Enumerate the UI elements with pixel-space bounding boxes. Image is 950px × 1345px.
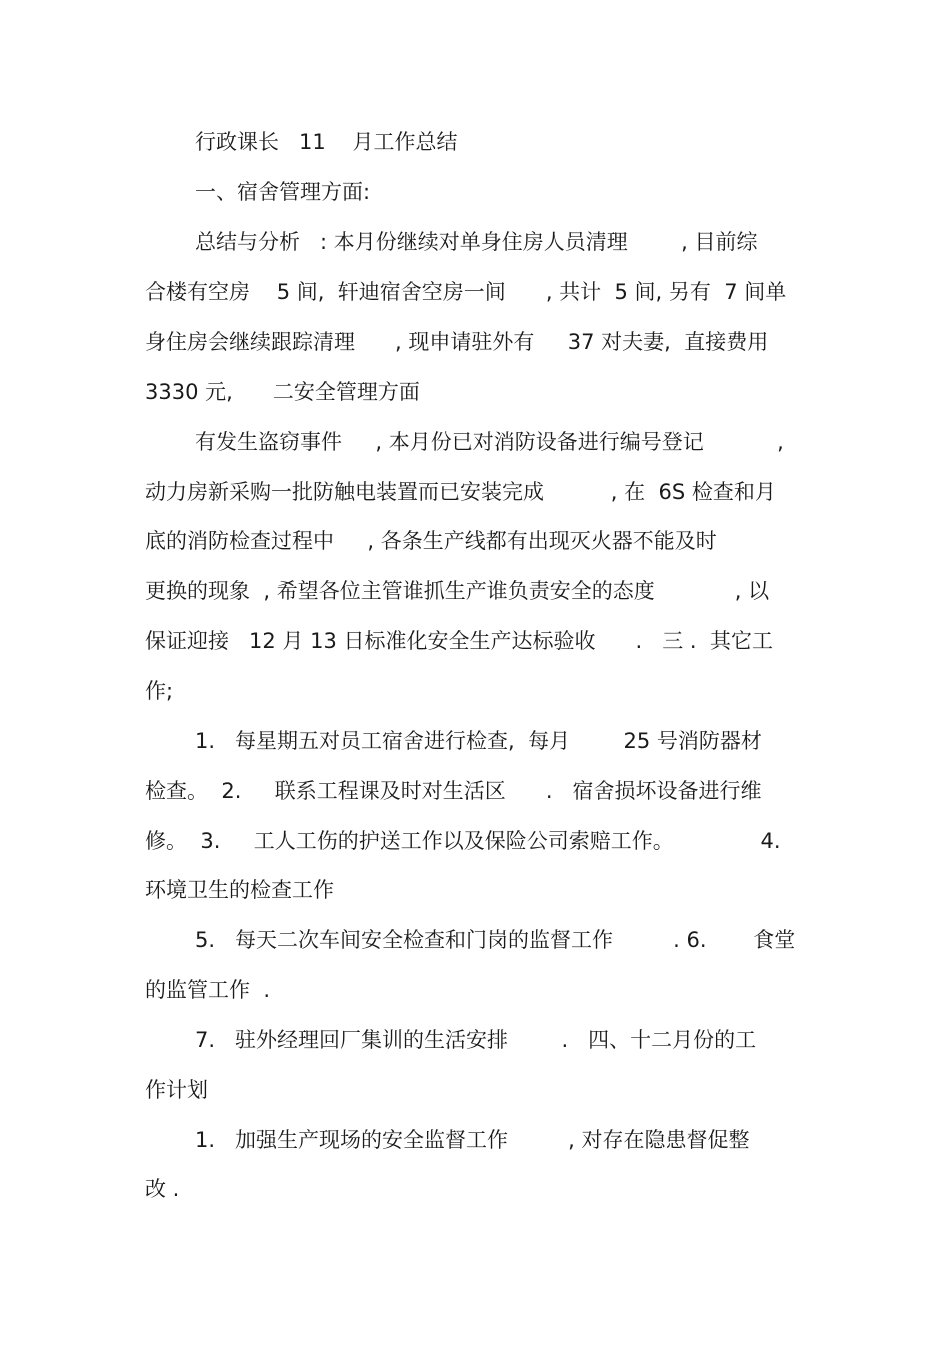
paragraph-line: 有发生盗窃事件 , 本月份已对消防设备进行编号登记 , <box>195 430 784 454</box>
list-line: 作计划 <box>145 1078 208 1102</box>
paragraph-line: 作; <box>145 679 174 703</box>
paragraph-line: 动力房新采购一批防触电装置而已安装完成 , 在 6S 检查和月 <box>145 480 776 504</box>
paragraph-line: 3330 元, 二安全管理方面 <box>145 380 420 404</box>
paragraph-line: 底的消防检查过程中 , 各条生产线都有出现灭火器不能及时 <box>145 529 717 553</box>
list-line: 的监管工作 . <box>145 978 271 1002</box>
list-line: 改 . <box>145 1177 180 1201</box>
paragraph-line: 身住房会继续跟踪清理 , 现申请驻外有 37 对夫妻, 直接费用 <box>145 330 769 354</box>
list-line: 1. 加强生产现场的安全监督工作 , 对存在隐患督促整 <box>195 1128 750 1152</box>
paragraph-line: 更换的现象 , 希望各位主管谁抓生产谁负责安全的态度 , 以 <box>145 579 770 603</box>
list-line: 修。 3. 工人工伤的护送工作以及保险公司索赔工作。 4. <box>145 829 781 853</box>
list-line: 7. 驻外经理回厂集训的生活安排 . 四、十二月份的工 <box>195 1028 757 1052</box>
list-line: 环境卫生的检查工作 <box>145 878 334 902</box>
doc-title: 行政课长 11 月工作总结 <box>195 130 458 154</box>
section-heading: 一、宿舍管理方面: <box>195 180 371 204</box>
list-line: 5. 每天二次车间安全检查和门岗的监督工作 . 6. 食堂 <box>195 928 796 952</box>
list-line: 检查。 2. 联系工程课及时对生活区 . 宿舍损坏设备进行维 <box>145 779 762 803</box>
paragraph-line: 总结与分析 : 本月份继续对单身住房人员清理 , 目前综 <box>195 230 758 254</box>
paragraph-line: 保证迎接 12 月 13 日标准化安全生产达标验收 . 三 . 其它工 <box>145 629 773 653</box>
paragraph-line: 合楼有空房 5 间, 轩迪宿舍空房一间 , 共计 5 间, 另有 7 间单 <box>145 280 787 304</box>
list-line: 1. 每星期五对员工宿舍进行检查, 每月 25 号消防器材 <box>195 729 762 753</box>
